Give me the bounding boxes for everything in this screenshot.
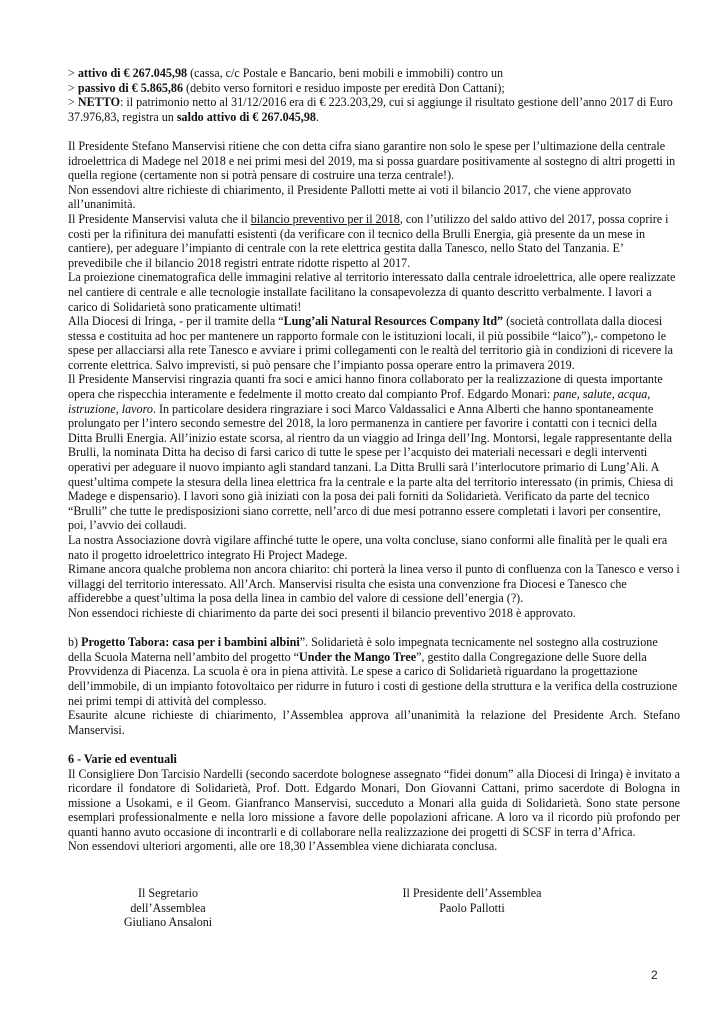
text: Il Presidente Manservisi ringrazia quanti fra soci e amici hanno finora collaborato per la realizzazione di questa importante opera che rispecchia interamente e fedelmente il motto creato dal compianto Prof. Edgardo Monari: [68, 372, 663, 402]
mango-tree-project: Under the Mango Tree [299, 649, 417, 664]
passivo-detail: (debito verso fornitori e residuo imposte per eredità Don Cattani); [183, 80, 505, 95]
text: ”, gestito dalla Congregazione delle Suore della Provvidenza di Piacenza. La scuola è ora in piena attività. Le spese a carico di Solidarietà riguardano la progettazione dell’immobile, di un impianto fotovoltaico per ridurre in futuro i costi di gestione della struttura e la verifica della costruzione nei primi tempi di attività del complesso. [68, 649, 678, 708]
paragraph-preventivo-2018 [68, 212, 680, 270]
paragraph-tabora-approval: Esaurite alcune richieste di chiarimento, l’Assemblea approva all’unanimità la relazione del Presidente Arch. Stefano Manservisi. [68, 708, 680, 737]
text: . In particolare desidera ringraziare i soci Marco Valdassalici e Anna Alberti che hanno spontaneamente prolungato per l’intero secondo semestre del 2018, la loro permanenza in cantiere per favorire i contatti con i tecnici della Ditta Brulli Energia. All’inizio estate scorsa, al rientro da un viaggio ad Iringa dell’Ing. Montorsi, legale rappresentante della Brulli, la nominata Ditta ha deciso di farsi carico di tutte le spese per l’acquisto dei materiali necessari e degli interventi operativi per adeguare il nuovo impianto agli standard tanzani. La Ditta Brulli sarà l’interlocutore primario di Lung’Ali. A quest’ultima compete la stesura della linea elettrica fra la centrale e la parte alta del territorio interessato (in primis, Chiesa di Madege e dispensario). I lavori sono già iniziati con la posa dei pali forniti da Solidarietà. Verificato da parte del tecnico “Brulli” che tutte le predisposizioni siano corrette, nell’arco di due mesi potranno essere completati i lavori per consentire, poi, l’avvio dei collaudi. [68, 401, 674, 533]
paragraph-approval-2017: Non essendovi altre richieste di chiarimento, il Presidente Pallotti mette ai voti il bilancio 2017, che viene approvato all’unanimità. [68, 182, 632, 212]
saldo-attivo: saldo attivo di € 267.045,98 [176, 109, 316, 124]
list-marker: b) [68, 635, 82, 650]
bullet: > [68, 95, 78, 110]
netto-detail: : il patrimonio netto al 31/12/2016 era di € 223.203,29, cui si aggiunge il risultato gestione dell’anno 2017 di Euro 37.976,83, registra un [68, 95, 673, 124]
paragraph-projection: La proiezione cinematografica delle immagini relative al territorio interessato dalla centrale idroelettrica, alle opere realizzate nel cantiere di centrale e alle tecnologie installate facilitano la consapevolezza di quanto descritto verbalmente. I lavori a carico di Solidarietà sono praticamente ultimati! [68, 270, 676, 314]
underlined-bilancio-preventivo: bilancio preventivo per il 2018 [250, 211, 400, 226]
paragraph-open-problem: Rimane ancora qualche problema non ancora chiarito: chi porterà la linea verso il punto di confluenza con la Tanesco e verso i villaggi del territorio interessato. All’Arch. Manservisi risulta che esista una convenzione fra Diocesi e Tanesco che affiderebbe a quest’ultima la posa della linea in cambio del valore di cessione dell’energia (?). [68, 562, 680, 606]
bullet: > [68, 66, 78, 80]
attivo-detail: (cassa, c/c Postale e Bancario, beni mobili e immobili) contro un [187, 66, 504, 80]
paragraph-varie: Il Consigliere Don Tarcisio Nardelli (secondo sacerdote bolognese assegnato “fidei donum” alla Diocesi di Iringa) è invitato a ricordare il fondatore di Solidarietà, Prof. Dott. Edgardo Monari, Don Giovanni Cattani, primo sacerdote di Bologna in missione a Usokami, e il Geom. Gianfranco Manservisi, succeduto a Monari alla guida di Solidarietà. Sono state persone esemplari professionalmente e nella loro missione a favore delle popolazioni africane. A loro va il ricordo più profondo per quanti hanno avuto occasione di incontrarli e di collaborare nella realizzazione dei progetti di SCSF in terra d’Africa. [68, 766, 680, 839]
signature-secretary [103, 886, 233, 930]
bullet: > [68, 80, 78, 95]
balance-passivo-line [68, 81, 680, 96]
balance-attivo-line [68, 66, 680, 81]
attivo-label: attivo di € 267.045,98 [77, 66, 188, 80]
section-heading-varie: 6 - Varie ed eventuali [68, 751, 177, 766]
paragraph-diocesi [68, 314, 680, 372]
page-number: 2 [651, 968, 658, 982]
text: , con l’utilizzo del saldo attivo del 2017, possa coprire i costi per la rifinitura dei manufatti esistenti (da verificare con il tecnico della Brulli Energia, già presente da un mese in cantiere), per adeguare l’impianto di centrale con la rete elettrica gestita dalla Tanesco, nello Stato del Tanzania. E’ prevedibile che il bilancio 2018 registri entrate ridotte rispetto al 2017. [68, 211, 669, 270]
secretary-name: Giuliano Ansaloni [123, 915, 213, 930]
company-name: Lung’ali Natural Resources Company ltd” [283, 314, 504, 329]
passivo-label: passivo di € 5.865,86 [77, 80, 184, 95]
paragraph-president-estimate: Il Presidente Stefano Manservisi ritiene che con detta cifra siano garantire non solo le spese per l’ultimazione della centrale idroelettrica di Madege nel 2018 e nei primi mesi del 2019, ma si possa guardare positivamente al sostegno di altri progetti in quella regione (certamente non si potrà pensare di costruire una terza centrale!). [68, 138, 676, 183]
text: Alla Diocesi di Iringa, - per il tramite della “ [68, 314, 284, 329]
paragraph-closing: Non essendovi ulteriori argomenti, alle ore 18,30 l’Assemblea viene dichiarata conclusa. [68, 839, 498, 854]
paragraph-tabora [68, 635, 680, 708]
netto-label: NETTO [77, 95, 120, 110]
paragraph-preventivo-approved: Non essendoci richieste di chiarimento da parte dei soci presenti il bilancio preventivo 2018 è approvato. [68, 605, 576, 620]
paragraph-thanks [68, 372, 680, 533]
balance-netto-line [68, 95, 680, 124]
paragraph-vigilance: La nostra Associazione dovrà vigilare affinché tutte le opere, una volta concluse, siano conformi alle finalità per le quali era nato il progetto idroelettrico integrato Hi Project Madege. [68, 533, 668, 562]
motto: pane, salute, acqua, istruzione, lavoro [68, 387, 651, 416]
text: ”. Solidarietà è solo impegnata tecnicamente nel sostegno alla costruzione della Scuola Materna nell’ambito del progetto “ [68, 635, 658, 664]
president-role: Il Presidente dell’Assemblea [402, 886, 542, 900]
period: . [315, 109, 319, 124]
text: (società controllata dalla diocesi stessa e costituita ad hoc per mantenere un rapporto formale con le istituzioni locali, il più possibile “laico”),- competono le spese per allacciarsi alla rete Tanesco e avviare i primi collegamenti con le realtà del territorio già in condizioni di ricevere la corrente elettrica. Salvo imprevisti, si può pensare che l’impianto possa operare entro la primavera 2019. [68, 314, 674, 372]
tabora-title: Progetto Tabora: casa per i bambini albini [81, 635, 300, 650]
text: Il Presidente Manservisi valuta che il [68, 211, 251, 226]
signature-president [397, 886, 547, 915]
president-name: Paolo Pallotti [439, 900, 505, 915]
secretary-role: Il Segretario dell’Assemblea [130, 886, 206, 915]
document-body [68, 66, 680, 854]
